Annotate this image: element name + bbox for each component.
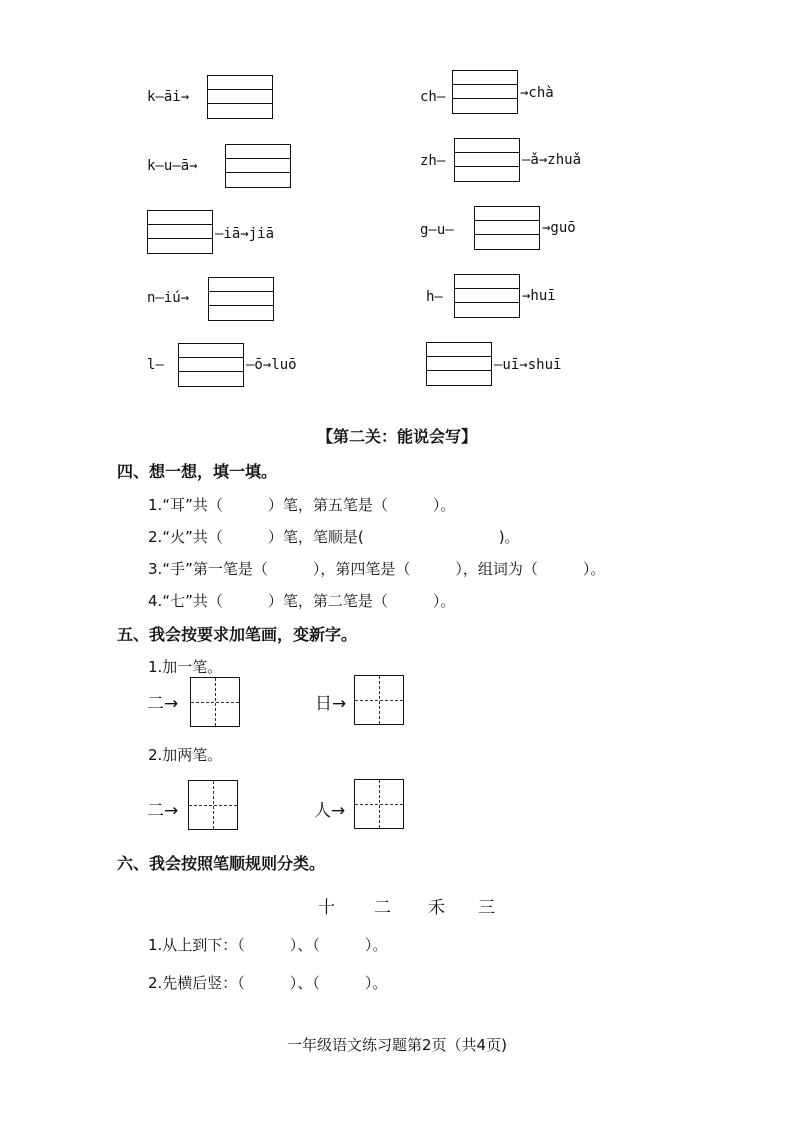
stroke-char-prompt: 二→ [147,694,179,714]
pinyin-result: →guō [542,220,576,236]
question-4-title: 四、想一想，填一填。 [117,462,278,481]
sort-char: 三 [478,898,495,918]
pinyin-result: —ǎ→zhuǎ [522,152,582,168]
sort-char: 十 [318,898,335,918]
pinyin-prompt: ch— [420,89,446,105]
pinyin-result: —iā→jiā [215,226,275,242]
pinyin-writing-box[interactable] [147,210,213,254]
pinyin-writing-box[interactable] [454,274,520,318]
question-6-title: 六、我会按照笔顺规则分类。 [117,854,326,873]
pinyin-prompt: n—iú→ [147,290,190,306]
stroke-char-prompt: 二→ [147,801,179,821]
question-4-item: 1.“耳”共（ ）笔，第五笔是（ ）。 [148,496,456,514]
stroke-char-prompt: 日→ [315,694,347,714]
pinyin-writing-box[interactable] [207,75,273,119]
stroke-char-prompt: 人→ [314,801,346,821]
question-4-item: 4.“七”共（ ）笔，第二笔是（ ）。 [148,592,456,610]
tian-grid-box[interactable] [354,675,404,725]
question-5-sub2: 2.加两笔。 [148,746,223,764]
pinyin-prompt: zh— [420,153,446,169]
question-5-sub1: 1.加一笔。 [148,658,223,676]
question-5-title: 五、我会按要求加笔画，变新字。 [117,625,358,644]
pinyin-writing-box[interactable] [178,343,244,387]
pinyin-writing-box[interactable] [225,144,291,188]
pinyin-result: →huī [522,288,556,304]
pinyin-prompt: k—u—ā→ [147,158,198,174]
pinyin-writing-box[interactable] [426,342,492,386]
question-6-item: 1.从上到下：（ ）、（ ）。 [148,936,388,954]
pinyin-writing-box[interactable] [452,70,518,114]
pinyin-result: →chà [520,85,554,101]
pinyin-result: —ō→luō [246,357,297,373]
sort-char: 二 [374,898,391,918]
pinyin-prompt: h— [426,289,443,305]
question-4-item: 3.“手”第一笔是（ ），第四笔是（ ），组词为（ ）。 [148,560,606,578]
pinyin-prompt: l— [147,357,164,373]
question-4-item: 2.“火”共（ ）笔，笔顺是( )。 [148,528,520,546]
tian-grid-box[interactable] [188,780,238,830]
sort-char: 禾 [428,898,445,918]
section-title: 【第二关：能说会写】 [316,427,477,446]
pinyin-writing-box[interactable] [208,277,274,321]
question-6-item: 2.先横后竖：（ ）、（ ）。 [148,974,388,992]
pinyin-prompt: g—u— [420,222,454,238]
pinyin-writing-box[interactable] [474,206,540,250]
page-footer: 一年级语文练习题第2页（共4页) [287,1036,507,1054]
pinyin-prompt: k—āi→ [147,89,190,105]
pinyin-writing-box[interactable] [454,138,520,182]
pinyin-result: —uī→shuī [494,357,562,373]
tian-grid-box[interactable] [354,779,404,829]
tian-grid-box[interactable] [190,677,240,727]
